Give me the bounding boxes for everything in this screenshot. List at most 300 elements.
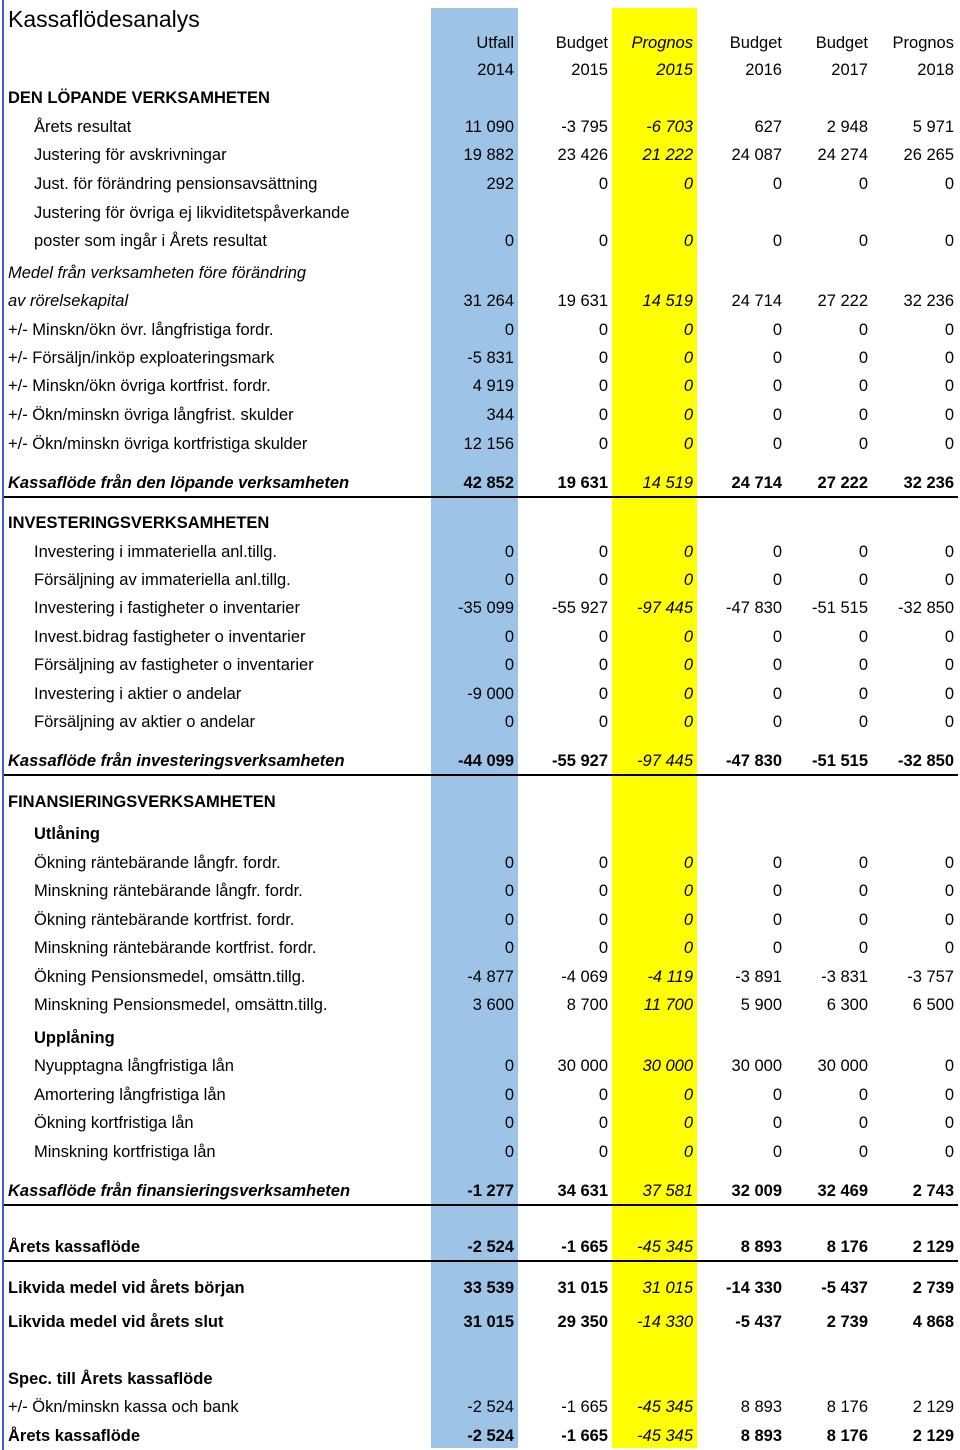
table-cell: 0	[504, 911, 514, 929]
table-cell: 292	[486, 175, 514, 193]
row-label: Investering i fastigheter o inventarier	[34, 599, 300, 617]
table-cell: 2 739	[826, 1313, 868, 1331]
table-row	[0, 680, 960, 708]
table-cell: 37 581	[642, 1182, 693, 1200]
table-cell: 0	[772, 713, 782, 731]
table-cell: 0	[944, 1086, 954, 1104]
table-row	[0, 849, 960, 877]
table-cell: 0	[504, 656, 514, 674]
row-label: Medel från verksamheten före förändring	[8, 264, 307, 282]
table-cell: 19 631	[557, 474, 608, 492]
table-cell: 31 264	[463, 292, 514, 310]
table-row	[0, 372, 960, 400]
table-cell: 0	[598, 349, 608, 367]
row-label: Ökning Pensionsmedel, omsättn.tillg.	[34, 968, 306, 986]
column-header-name: Budget	[815, 34, 868, 52]
table-cell: 0	[598, 232, 608, 250]
table-row	[0, 316, 960, 344]
table-cell: 0	[944, 571, 954, 589]
row-label: Kassaflöde från den löpande verksamheten	[8, 474, 350, 492]
row-label: poster som ingår i Årets resultat	[34, 232, 267, 250]
row-label: Likvida medel vid årets slut	[8, 1313, 224, 1331]
row-label: Försäljning av aktier o andelar	[34, 713, 256, 731]
table-cell: 2 948	[826, 118, 868, 136]
table-cell: 0	[858, 628, 868, 646]
table-cell: 0	[772, 377, 782, 395]
table-cell: 0	[598, 656, 608, 674]
column-header-name: Budget	[555, 34, 608, 52]
table-row	[0, 877, 960, 905]
column-header-name: Utfall	[476, 34, 514, 52]
table-cell: -35 099	[458, 599, 514, 617]
table-cell: 0	[683, 882, 693, 900]
table-cell: 0	[683, 571, 693, 589]
table-cell: -45 345	[637, 1427, 693, 1445]
row-label: Ökning räntebärande kortfrist. fordr.	[34, 911, 295, 929]
column-header-year: 2017	[831, 61, 868, 79]
table-cell: 0	[683, 349, 693, 367]
table-cell: 0	[944, 854, 954, 872]
column-header-year: 2018	[917, 61, 954, 79]
row-label: Invest.bidrag fastigheter o inventarier	[34, 628, 306, 646]
table-cell: 0	[772, 628, 782, 646]
row-label: Utlåning	[34, 825, 100, 843]
table-cell: 0	[504, 321, 514, 339]
table-row	[0, 1274, 960, 1302]
table-row	[0, 1365, 960, 1393]
table-cell: 0	[683, 232, 693, 250]
column-header-year: 2015	[656, 61, 693, 79]
table-cell: 0	[944, 685, 954, 703]
table-cell: -45 345	[637, 1238, 693, 1256]
row-label: Årets kassaflöde	[8, 1238, 141, 1256]
row-label: DEN LÖPANDE VERKSAMHETEN	[8, 89, 270, 107]
table-cell: 0	[504, 882, 514, 900]
table-row	[0, 469, 960, 497]
table-cell: -9 000	[467, 685, 514, 703]
table-cell: -55 927	[552, 599, 608, 617]
row-label: +/- Försäljn/inköp exploateringsmark	[8, 349, 275, 367]
table-row	[0, 906, 960, 934]
table-cell: 0	[683, 713, 693, 731]
table-cell: 0	[598, 543, 608, 561]
row-label: Nyupptagna långfristiga lån	[34, 1057, 234, 1075]
table-cell: 11 090	[464, 118, 514, 136]
table-cell: 0	[858, 911, 868, 929]
table-cell: 0	[858, 939, 868, 957]
table-cell: -32 850	[898, 599, 954, 617]
table-cell: -47 830	[726, 752, 782, 770]
table-cell: 30 000	[557, 1057, 608, 1075]
table-cell: 0	[683, 321, 693, 339]
table-row	[0, 963, 960, 991]
column-header-year: 2015	[571, 61, 608, 79]
table-cell: 0	[772, 321, 782, 339]
table-cell: 11 700	[643, 996, 693, 1014]
table-cell: 6 500	[912, 996, 954, 1014]
table-cell: -55 927	[552, 752, 608, 770]
table-cell: 0	[683, 911, 693, 929]
table-cell: 0	[683, 628, 693, 646]
table-row	[0, 566, 960, 594]
table-cell: -3 795	[561, 118, 608, 136]
table-cell: -14 330	[637, 1313, 693, 1331]
table-cell: 31 015	[463, 1313, 514, 1331]
table-cell: 0	[504, 854, 514, 872]
table-cell: 0	[944, 377, 954, 395]
table-cell: 0	[772, 543, 782, 561]
row-label: Kassaflöde från investeringsverksamheten	[8, 752, 345, 770]
table-cell: 42 852	[463, 474, 514, 492]
table-row	[0, 991, 960, 1019]
table-cell: 2 129	[912, 1398, 954, 1416]
row-label: +/- Ökn/minskn övriga långfrist. skulder	[8, 406, 294, 424]
table-cell: 0	[944, 1114, 954, 1132]
table-row	[0, 1177, 960, 1205]
table-row	[0, 820, 960, 848]
table-cell: 5 971	[912, 118, 954, 136]
table-cell: 0	[683, 1114, 693, 1132]
table-cell: 29 350	[557, 1313, 608, 1331]
total-underline	[4, 1260, 958, 1262]
table-cell: 0	[944, 939, 954, 957]
table-cell: -14 330	[726, 1279, 782, 1297]
table-cell: 0	[858, 656, 868, 674]
table-cell: 0	[772, 685, 782, 703]
table-cell: 0	[772, 435, 782, 453]
table-cell: 0	[858, 435, 868, 453]
table-cell: 19 882	[463, 146, 514, 164]
table-cell: 32 009	[731, 1182, 782, 1200]
table-cell: 0	[683, 1143, 693, 1161]
row-label: Minskning räntebärande långfr. fordr.	[34, 882, 303, 900]
table-cell: 0	[598, 406, 608, 424]
table-cell: 4 919	[472, 377, 514, 395]
table-cell: 31 015	[642, 1279, 693, 1297]
table-cell: -3 891	[735, 968, 782, 986]
table-cell: 27 222	[817, 474, 868, 492]
table-cell: 0	[504, 1086, 514, 1104]
row-label: Investering i aktier o andelar	[34, 685, 242, 703]
table-cell: -2 524	[467, 1427, 514, 1445]
row-label: +/- Minskn/ökn övriga kortfrist. fordr.	[8, 377, 271, 395]
table-cell: 32 236	[903, 292, 954, 310]
row-label: Likvida medel vid årets början	[8, 1279, 245, 1297]
table-cell: 8 176	[826, 1398, 868, 1416]
table-cell: 24 714	[731, 292, 782, 310]
table-cell: 4 868	[912, 1313, 954, 1331]
table-cell: 0	[504, 1114, 514, 1132]
table-cell: -47 830	[726, 599, 782, 617]
table-cell: 2 739	[912, 1279, 954, 1297]
table-cell: 0	[772, 1086, 782, 1104]
table-cell: 0	[683, 656, 693, 674]
row-label: INVESTERINGSVERKSAMHETEN	[8, 514, 270, 532]
table-cell: 0	[772, 406, 782, 424]
table-cell: 0	[772, 939, 782, 957]
table-cell: 0	[772, 232, 782, 250]
table-cell: 0	[683, 939, 693, 957]
table-row	[0, 199, 960, 227]
table-cell: 0	[944, 911, 954, 929]
column-header-name: Prognos	[892, 34, 954, 52]
table-cell: -2 524	[467, 1398, 514, 1416]
table-cell: 2 743	[912, 1182, 954, 1200]
table-row	[0, 708, 960, 736]
total-underline	[4, 496, 958, 498]
table-cell: 0	[598, 571, 608, 589]
table-cell: 8 893	[740, 1238, 782, 1256]
table-cell: 0	[683, 175, 693, 193]
table-row	[0, 1081, 960, 1109]
table-cell: 0	[683, 406, 693, 424]
table-cell: 0	[772, 571, 782, 589]
row-label: Årets kassaflöde	[8, 1427, 141, 1445]
table-cell: 32 469	[817, 1182, 868, 1200]
table-cell: 0	[598, 713, 608, 731]
table-cell: 0	[598, 175, 608, 193]
table-cell: 0	[772, 854, 782, 872]
table-cell: 0	[772, 1143, 782, 1161]
table-cell: 0	[944, 321, 954, 339]
table-cell: 0	[944, 882, 954, 900]
table-cell: 0	[683, 1086, 693, 1104]
table-row	[0, 747, 960, 775]
table-cell: 21 222	[642, 146, 693, 164]
table-cell: 0	[683, 377, 693, 395]
table-cell: 0	[944, 543, 954, 561]
table-cell: 0	[858, 713, 868, 731]
table-row	[0, 651, 960, 679]
table-cell: 0	[598, 377, 608, 395]
row-label: Ökning räntebärande långfr. fordr.	[34, 854, 281, 872]
table-cell: 0	[944, 656, 954, 674]
table-row	[0, 401, 960, 429]
table-cell: 34 631	[557, 1182, 608, 1200]
table-cell: 33 539	[463, 1279, 514, 1297]
table-cell: 23 426	[557, 146, 608, 164]
table-cell: 0	[858, 321, 868, 339]
table-row	[0, 538, 960, 566]
row-label: +/- Ökn/minskn övriga kortfristiga skulder	[8, 435, 308, 453]
table-cell: -1 277	[467, 1182, 514, 1200]
table-cell: 0	[858, 571, 868, 589]
row-label: Justering för övriga ej likviditetspåverkande	[34, 204, 350, 222]
table-cell: 24 714	[731, 474, 782, 492]
table-cell: 0	[683, 543, 693, 561]
table-cell: 0	[858, 854, 868, 872]
row-label: Minskning räntebärande kortfrist. fordr.	[34, 939, 317, 957]
table-cell: 0	[504, 628, 514, 646]
table-cell: 0	[858, 1114, 868, 1132]
total-underline	[4, 1204, 958, 1206]
table-cell: 0	[504, 1143, 514, 1161]
table-cell: 0	[858, 406, 868, 424]
table-cell: 8 176	[826, 1238, 868, 1256]
table-cell: 30 000	[817, 1057, 868, 1075]
table-row	[0, 344, 960, 372]
table-cell: 0	[944, 1057, 954, 1075]
table-cell: -51 515	[812, 752, 868, 770]
table-cell: 8 893	[740, 1398, 782, 1416]
table-cell: 19 631	[557, 292, 608, 310]
column-header-name: Prognos	[631, 34, 693, 52]
table-cell: 6 300	[826, 996, 868, 1014]
table-cell: 0	[944, 1143, 954, 1161]
table-cell: 27 222	[817, 292, 868, 310]
column-header-year: 2014	[477, 61, 514, 79]
table-cell: 32 236	[903, 474, 954, 492]
table-cell: 0	[504, 232, 514, 250]
table-cell: 0	[944, 628, 954, 646]
table-cell: -1 665	[561, 1427, 608, 1445]
table-row	[0, 623, 960, 651]
row-label: Försäljning av immateriella anl.tillg.	[34, 571, 291, 589]
table-cell: 0	[944, 435, 954, 453]
row-label: +/- Ökn/minskn kassa och bank	[8, 1398, 239, 1416]
table-cell: 0	[944, 406, 954, 424]
row-label: +/- Minskn/ökn övr. långfristiga fordr.	[8, 321, 274, 339]
page-title: Kassaflödesanalys	[8, 6, 200, 32]
table-cell: 3 600	[472, 996, 514, 1014]
table-cell: -4 069	[561, 968, 608, 986]
table-cell: 0	[598, 321, 608, 339]
table-row	[0, 227, 960, 255]
table-cell: 14 519	[642, 474, 693, 492]
row-label: Minskning Pensionsmedel, omsättn.tillg.	[34, 996, 328, 1014]
row-label: Minskning kortfristiga lån	[34, 1143, 216, 1161]
table-row	[0, 1393, 960, 1421]
table-row	[0, 141, 960, 169]
table-cell: 0	[858, 232, 868, 250]
table-cell: 0	[858, 882, 868, 900]
table-cell: -2 524	[467, 1238, 514, 1256]
table-cell: 0	[858, 175, 868, 193]
table-cell: 26 265	[903, 146, 954, 164]
table-cell: -97 445	[637, 752, 693, 770]
table-row	[0, 1308, 960, 1336]
table-row	[0, 84, 960, 112]
table-cell: 31 015	[557, 1279, 608, 1297]
table-cell: 0	[858, 1143, 868, 1161]
row-label: Just. för förändring pensionsavsättning	[34, 175, 318, 193]
table-row	[0, 788, 960, 816]
table-cell: 0	[598, 1114, 608, 1132]
table-cell: -44 099	[458, 752, 514, 770]
table-row	[0, 1024, 960, 1052]
table-cell: 0	[598, 911, 608, 929]
table-cell: -3 757	[907, 968, 954, 986]
table-cell: 8 893	[740, 1427, 782, 1445]
table-cell: 30 000	[642, 1057, 693, 1075]
table-cell: -5 831	[467, 349, 514, 367]
table-cell: 627	[754, 118, 782, 136]
table-cell: 14 519	[642, 292, 693, 310]
table-cell: 0	[683, 854, 693, 872]
table-cell: -32 850	[898, 752, 954, 770]
row-label: FINANSIERINGSVERKSAMHETEN	[8, 793, 276, 811]
table-cell: 12 156	[463, 435, 514, 453]
table-row	[0, 1138, 960, 1166]
table-cell: 0	[772, 656, 782, 674]
table-cell: 0	[858, 349, 868, 367]
row-label: Försäljning av fastigheter o inventarier	[34, 656, 314, 674]
table-cell: 0	[504, 543, 514, 561]
table-cell: 5 900	[740, 996, 782, 1014]
table-row	[0, 170, 960, 198]
table-cell: 30 000	[731, 1057, 782, 1075]
row-label: Ökning kortfristiga lån	[34, 1114, 194, 1132]
table-cell: 0	[944, 713, 954, 731]
table-cell: 8 176	[826, 1427, 868, 1445]
table-cell: 0	[944, 175, 954, 193]
table-row	[0, 430, 960, 458]
table-cell: 0	[944, 232, 954, 250]
table-row	[0, 934, 960, 962]
table-row	[0, 1052, 960, 1080]
table-row	[0, 287, 960, 315]
table-cell: 0	[598, 685, 608, 703]
table-cell: -5 437	[735, 1313, 782, 1331]
table-row	[0, 259, 960, 287]
table-cell: 0	[598, 1086, 608, 1104]
table-cell: 0	[504, 1057, 514, 1075]
table-cell: 0	[944, 349, 954, 367]
row-label: Amortering långfristiga lån	[34, 1086, 226, 1104]
table-cell: -4 119	[647, 968, 693, 986]
table-cell: -45 345	[637, 1398, 693, 1416]
table-row	[0, 1422, 960, 1450]
table-cell: 0	[683, 685, 693, 703]
table-cell: -4 877	[467, 968, 514, 986]
table-row	[0, 509, 960, 537]
table-cell: 2 129	[912, 1238, 954, 1256]
column-header-year: 2016	[745, 61, 782, 79]
table-cell: -3 831	[821, 968, 868, 986]
total-underline	[4, 774, 958, 776]
table-cell: 0	[598, 854, 608, 872]
table-cell: 0	[858, 377, 868, 395]
table-cell: -5 437	[821, 1279, 868, 1297]
row-label: av rörelsekapital	[8, 292, 129, 310]
table-cell: -6 703	[646, 118, 693, 136]
table-cell: 24 274	[817, 146, 868, 164]
table-cell: -97 445	[637, 599, 693, 617]
table-cell: 2 129	[912, 1427, 954, 1445]
table-cell: 0	[772, 175, 782, 193]
table-cell: 0	[598, 939, 608, 957]
row-label: Kassaflöde från finansieringsverksamheten	[8, 1182, 351, 1200]
row-label: Investering i immateriella anl.tillg.	[34, 543, 278, 561]
column-header-name: Budget	[729, 34, 782, 52]
table-cell: 0	[598, 882, 608, 900]
table-cell: 0	[858, 543, 868, 561]
table-cell: 24 087	[731, 146, 782, 164]
table-cell: -1 665	[561, 1398, 608, 1416]
table-cell: 0	[683, 435, 693, 453]
table-row	[0, 113, 960, 141]
table-cell: 0	[858, 1086, 868, 1104]
table-cell: -1 665	[561, 1238, 608, 1256]
row-label: Spec. till Årets kassaflöde	[8, 1370, 213, 1388]
row-label: Upplåning	[34, 1029, 115, 1047]
table-cell: 0	[598, 1143, 608, 1161]
table-row	[0, 1109, 960, 1137]
table-cell: 0	[598, 435, 608, 453]
table-cell: 0	[772, 1114, 782, 1132]
table-cell: 0	[772, 349, 782, 367]
table-cell: 0	[504, 713, 514, 731]
